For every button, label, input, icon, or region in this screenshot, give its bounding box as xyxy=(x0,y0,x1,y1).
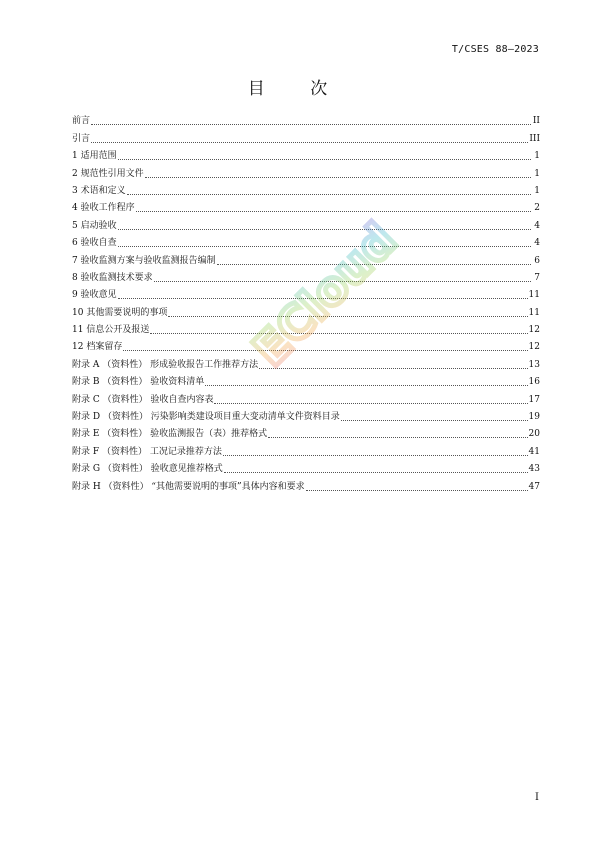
toc-entry-label: 附录 A （资料性） 形成验收报告工作推荐方法 xyxy=(72,359,259,370)
toc-leader-dots xyxy=(91,142,528,143)
toc-entry-page: 7 xyxy=(534,272,540,283)
toc-entry[interactable] xyxy=(72,475,540,492)
toc-entry-label: 7 验收监测方案与验收监测报告编制 xyxy=(72,255,216,266)
toc-entry-label: 引言 xyxy=(72,133,91,144)
toc-leader-dots xyxy=(306,490,528,491)
toc-entry-label: 附录 C （资料性） 验收自查内容表 xyxy=(72,394,214,405)
toc-entry[interactable] xyxy=(72,145,540,162)
toc-entry-label: 附录 G （资料性） 验收意见推荐格式 xyxy=(72,464,223,475)
toc-entry[interactable] xyxy=(72,440,540,457)
page-number: I xyxy=(535,792,539,803)
toc-entry[interactable] xyxy=(72,388,540,405)
toc-entry-page: 11 xyxy=(528,290,540,301)
toc-leader-dots xyxy=(214,403,527,404)
toc-entry-page: III xyxy=(529,133,540,144)
toc-entry-page: 19 xyxy=(528,412,540,423)
toc-entry-label: 8 验收监测技术要求 xyxy=(72,272,153,283)
toc-leader-dots xyxy=(118,159,531,160)
toc-entry-label: 6 验收自查 xyxy=(72,238,117,249)
toc-entry-label: 附录 H （资料性） “其他需要说明的事项”具体内容和要求 xyxy=(72,481,305,492)
toc-entry-page: 13 xyxy=(528,359,540,370)
toc-entry-page: 12 xyxy=(528,325,540,336)
toc-entry-label: 9 验收意见 xyxy=(72,290,117,301)
toc-entry-page: 2 xyxy=(534,203,540,214)
toc-entry[interactable] xyxy=(72,458,540,475)
toc-leader-dots xyxy=(145,177,531,178)
watermark-logo xyxy=(236,206,416,386)
toc-entry[interactable] xyxy=(72,423,540,440)
toc-entry-page: 17 xyxy=(528,394,540,405)
toc-leader-dots xyxy=(341,420,528,421)
toc-entry-label: 附录 E （资料性） 验收监测报告（表）推荐格式 xyxy=(72,429,268,440)
toc-entry-page: 47 xyxy=(528,481,540,492)
toc-entry-page: 1 xyxy=(534,168,540,179)
toc-entry-page: II xyxy=(532,116,540,127)
toc-entry-label: 前言 xyxy=(72,116,91,127)
toc-entry-page: 11 xyxy=(528,307,540,318)
toc-leader-dots xyxy=(224,472,528,473)
toc-entry-label: 12 档案留存 xyxy=(72,342,123,353)
toc-leader-dots xyxy=(127,194,531,195)
toc-entry-label: 1 适用范围 xyxy=(72,151,117,162)
toc-entry-page: 43 xyxy=(528,464,540,475)
toc-entry-label: 10 其他需要说明的事项 xyxy=(72,307,168,318)
page-title: 目 次 xyxy=(247,79,348,99)
toc-entry-page: 41 xyxy=(528,446,540,457)
toc-entry-page: 1 xyxy=(534,185,540,196)
toc-entry[interactable] xyxy=(72,406,540,423)
toc-entry-label: 2 规范性引用文件 xyxy=(72,168,144,179)
toc-entry-page: 16 xyxy=(528,377,540,388)
toc-entry-label: 附录 F （资料性） 工况记录推荐方法 xyxy=(72,446,222,457)
toc-entry-page: 12 xyxy=(528,342,540,353)
toc-leader-dots xyxy=(268,437,527,438)
toc-entry-label: 附录 D （资料性） 污染影响类建设项目重大变动清单文件资料目录 xyxy=(72,412,340,423)
document-code: T/CSES 88—2023 xyxy=(451,44,539,55)
toc-entry-label: 11 信息公开及报送 xyxy=(72,325,150,336)
watermark-text: ECloud xyxy=(242,212,407,377)
toc-entry-label: 4 验收工作程序 xyxy=(72,203,135,214)
toc-entry-page: 4 xyxy=(534,220,540,231)
toc-entry-page: 6 xyxy=(534,255,540,266)
toc-entry-page: 20 xyxy=(528,429,540,440)
toc-entry-label: 附录 B （资料性） 验收资料清单 xyxy=(72,377,205,388)
toc-entry[interactable] xyxy=(72,127,540,144)
toc-entry-label: 5 启动验收 xyxy=(72,220,117,231)
toc-entry[interactable] xyxy=(72,180,540,197)
toc-leader-dots xyxy=(91,124,531,125)
toc-entry-label: 3 术语和定义 xyxy=(72,185,126,196)
toc-entry[interactable] xyxy=(72,110,540,127)
toc-leader-dots xyxy=(223,455,528,456)
toc-entry-page: 4 xyxy=(534,238,540,249)
toc-entry-page: 1 xyxy=(534,151,540,162)
toc-entry[interactable] xyxy=(72,162,540,179)
